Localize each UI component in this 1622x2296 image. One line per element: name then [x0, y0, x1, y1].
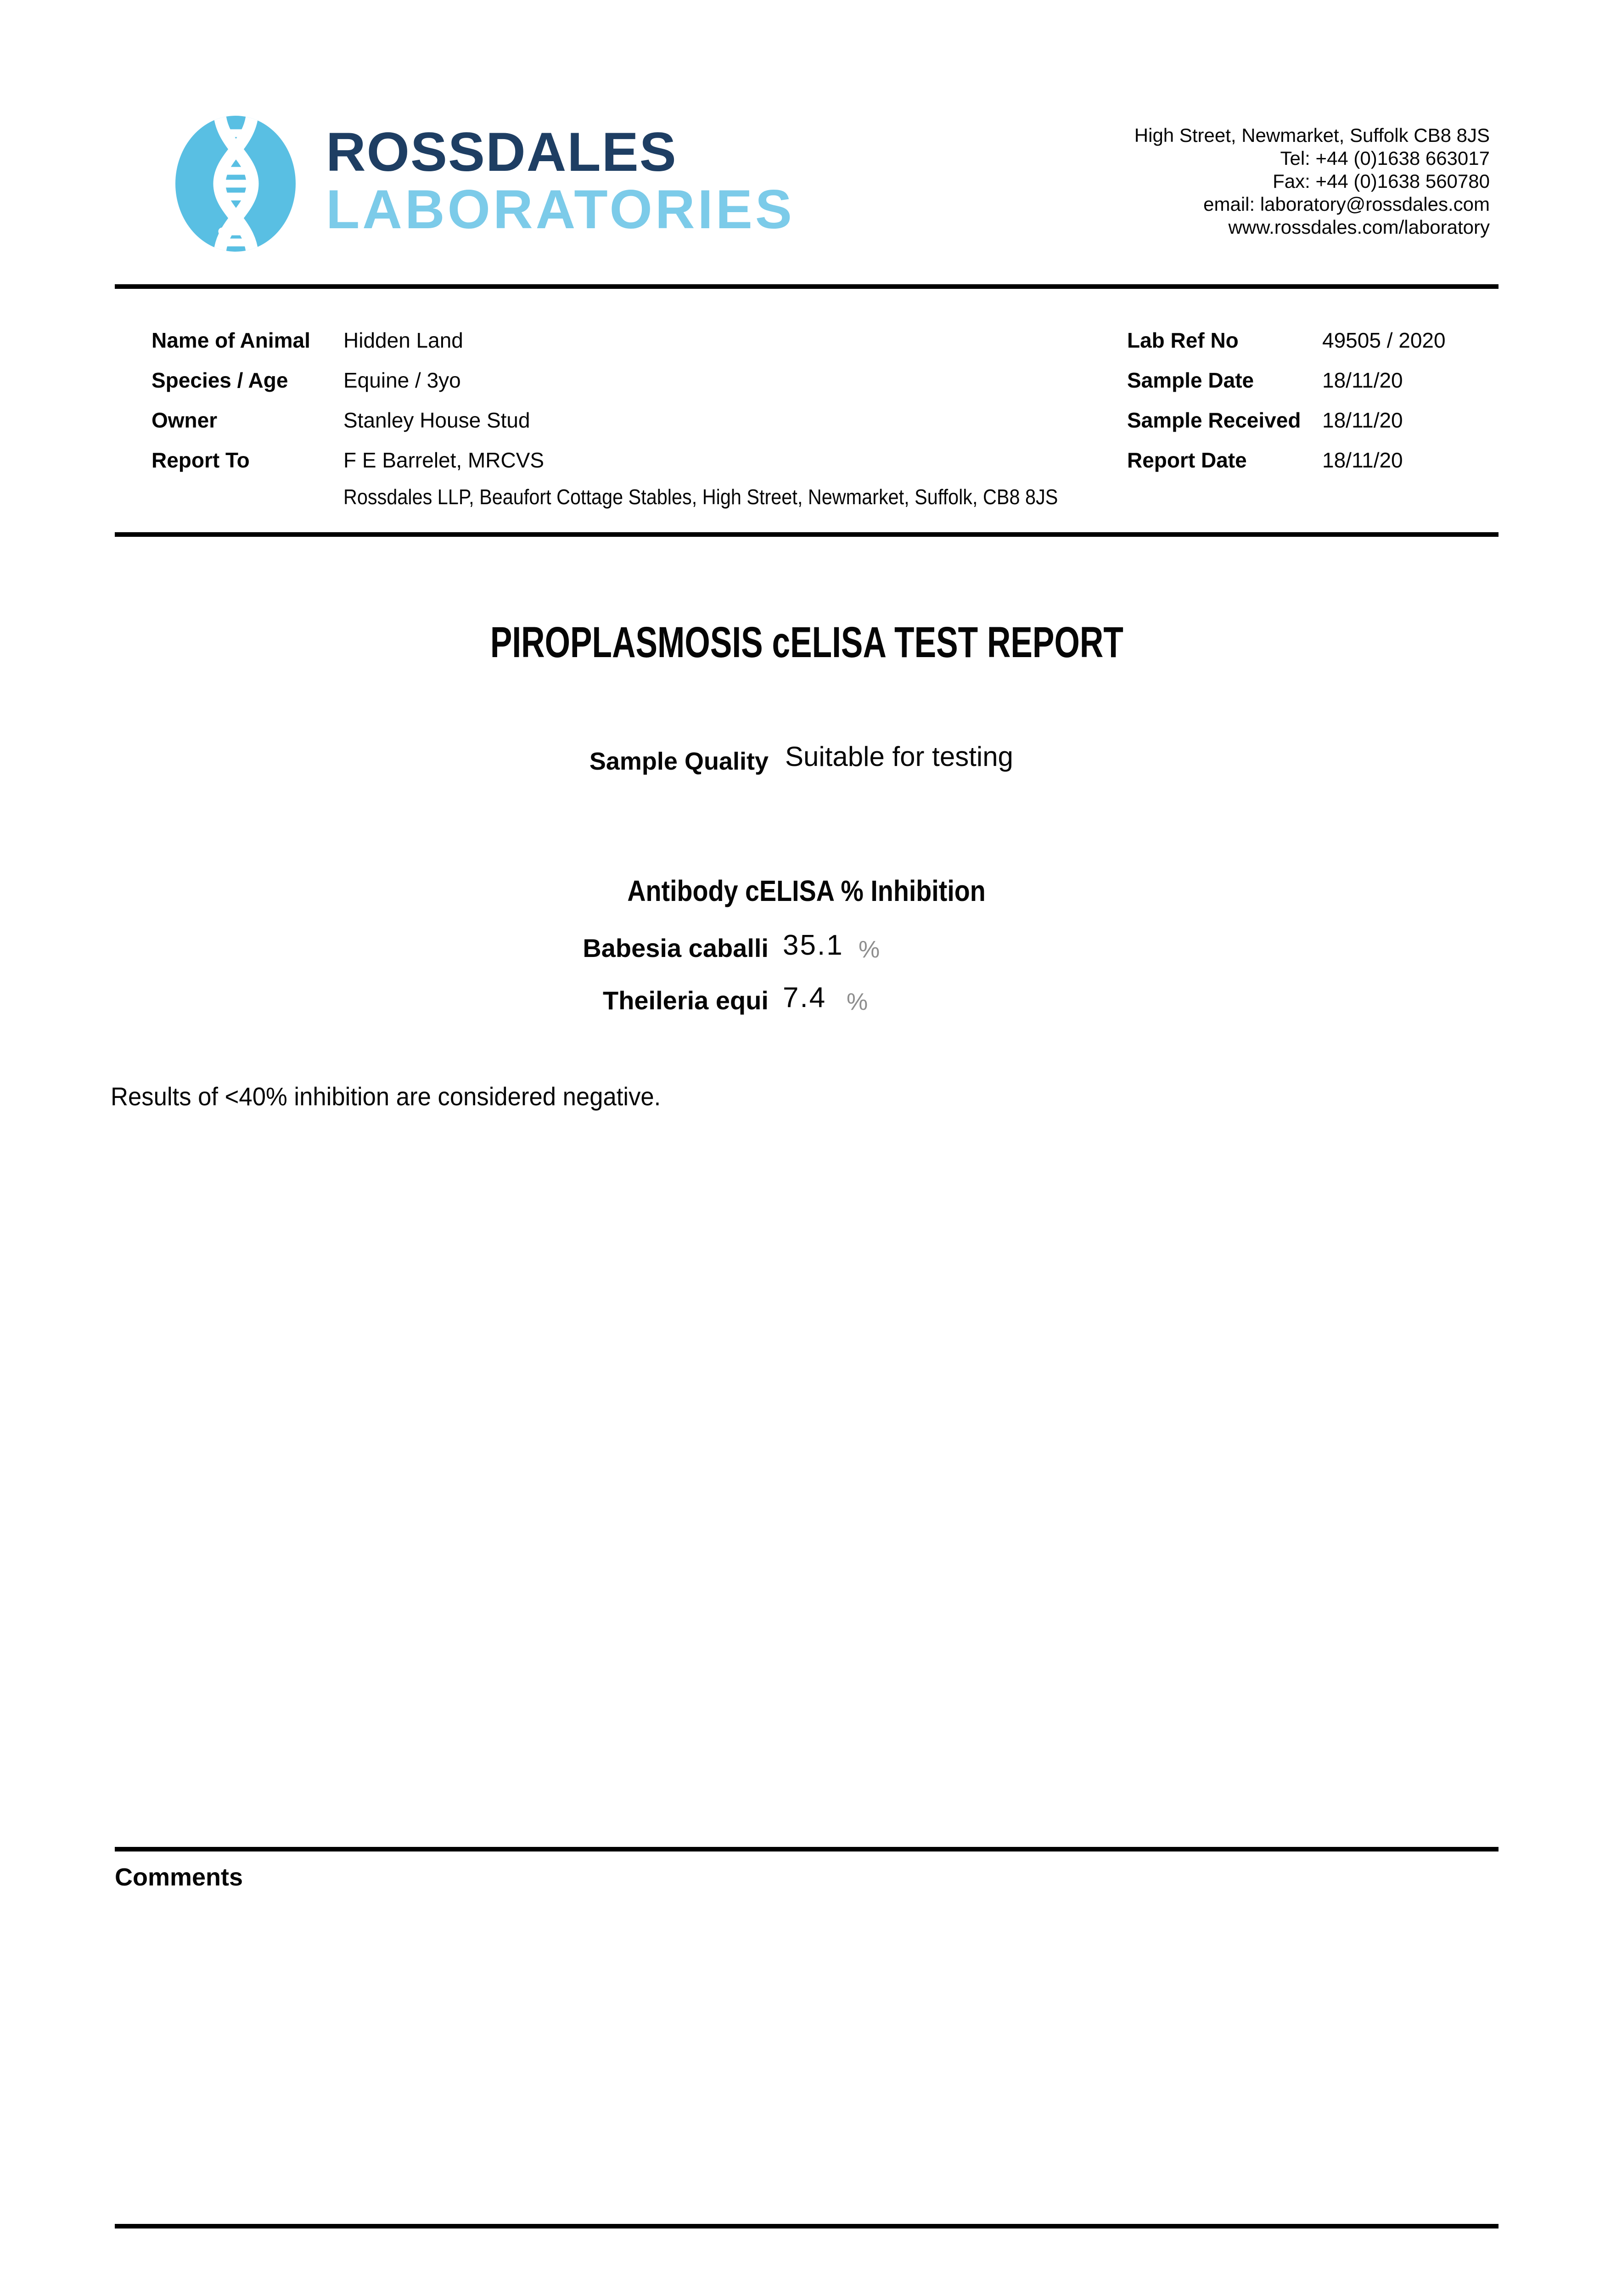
contact-tel: Tel: +44 (0)1638 663017 — [1280, 147, 1490, 169]
results-heading — [115, 876, 1499, 906]
field-label-lab-ref-no: Lab Ref No — [1127, 328, 1239, 352]
field-label-sample-date: Sample Date — [1127, 368, 1254, 392]
field-value-report-date: 18/11/20 — [1322, 448, 1403, 472]
field-label-owner: Owner — [152, 408, 218, 432]
report-title-text: PIROPLASMOSIS cELISA TEST REPORT — [490, 618, 1123, 667]
field-label-species-age: Species / Age — [152, 368, 288, 392]
field-label-report-date: Report Date — [1127, 448, 1247, 472]
comments-divider-rule — [115, 1847, 1499, 1851]
field-value-lab-ref-no: 49505 / 2020 — [1322, 328, 1446, 352]
header-divider-rule — [115, 284, 1499, 289]
sample-quality-label: Sample Quality — [589, 748, 769, 775]
contact-email: email: laboratory@rossdales.com — [1203, 193, 1490, 215]
contact-address: High Street, Newmarket, Suffolk CB8 8JS — [1134, 124, 1490, 146]
interpretation-note — [111, 1082, 696, 1111]
contact-fax: Fax: +44 (0)1638 560780 — [1273, 170, 1490, 192]
result-value-babesia-caballi: 35.1 — [783, 929, 844, 961]
field-label-sample-received: Sample Received — [1127, 408, 1301, 432]
contact-website: www.rossdales.com/laboratory — [1228, 216, 1490, 238]
field-value-owner: Stanley House Stud — [343, 408, 530, 432]
field-label-report-to: Report To — [152, 448, 250, 472]
brand-name-line2: LABORATORIES — [326, 179, 795, 240]
field-value-report-to-address — [343, 484, 1137, 510]
report-title — [115, 618, 1499, 667]
field-value-sample-date: 18/11/20 — [1322, 368, 1403, 392]
dna-helix-icon — [175, 116, 296, 252]
result-label-theileria-equi: Theileria equi — [603, 986, 769, 1015]
field-value-species-age: Equine / 3yo — [343, 368, 461, 392]
field-label-name-of-animal: Name of Animal — [152, 328, 310, 352]
field-value-name-of-animal: Hidden Land — [343, 328, 463, 352]
results-heading-text: Antibody cELISA % Inhibition — [627, 874, 986, 907]
field-value-report-to: F E Barrelet, MRCVS — [343, 448, 544, 472]
brand-name-line1: ROSSDALES — [326, 121, 677, 183]
field-value-sample-received: 18/11/20 — [1322, 408, 1403, 432]
footer-bar — [115, 2224, 1499, 2228]
comments-heading: Comments — [115, 1863, 243, 1891]
result-value-theileria-equi: 7.4 — [783, 982, 827, 1013]
interpretation-note-text: Results of <40% inhibition are considered negative. — [111, 1082, 661, 1111]
result-label-babesia-caballi: Babesia caballi — [583, 934, 769, 962]
sample-quality-value: Suitable for testing — [785, 741, 1013, 772]
result-unit-babesia-caballi: % — [859, 936, 880, 963]
lab-contact-block — [1134, 124, 1490, 239]
result-unit-theileria-equi: % — [847, 989, 868, 1015]
info-divider-rule — [115, 532, 1499, 537]
report-to-address-text: Rossdales LLP, Beaufort Cottage Stables, High Street, Newmarket, Suffolk, CB8 8JS — [343, 485, 1058, 509]
